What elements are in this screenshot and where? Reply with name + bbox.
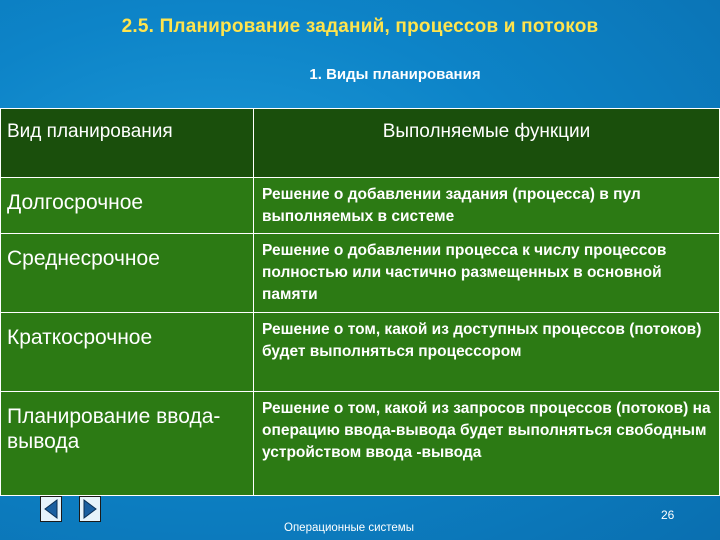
table-header-row bbox=[1, 109, 720, 178]
header-planning-type: Вид планирования bbox=[1, 109, 254, 178]
footer-course-name: Операционные системы bbox=[284, 522, 414, 534]
triangle-right-icon bbox=[80, 497, 100, 521]
nav-next-button[interactable] bbox=[79, 496, 101, 522]
table-row bbox=[1, 234, 720, 313]
row-type-cell: Долгосрочное bbox=[1, 178, 254, 234]
slide-title: 2.5. Планирование заданий, процессов и потоков bbox=[121, 16, 599, 37]
row-function-cell: Решение о том, какой из запросов процессов (потоков) на операцию ввода-вывода будет выполняться свободным устройством ввода -вывода bbox=[254, 392, 720, 496]
table-row bbox=[1, 178, 720, 234]
row-function-cell: Решение о том, какой из доступных процессов (потоков) будет выполняться процессором bbox=[254, 313, 720, 392]
nav-prev-button[interactable] bbox=[40, 496, 62, 522]
row-type-cell: Среднесрочное bbox=[1, 234, 254, 313]
row-function-cell: Решение о добавлении задания (процесса) в пул выполняемых в системе bbox=[254, 178, 720, 234]
page-number: 26 bbox=[661, 508, 675, 522]
row-type-cell: Планирование ввода-вывода bbox=[1, 392, 254, 496]
table-row bbox=[1, 392, 720, 496]
row-type-cell: Краткосрочное bbox=[1, 313, 254, 392]
triangle-left-icon bbox=[41, 497, 61, 521]
planning-table bbox=[0, 108, 720, 496]
table-row bbox=[1, 313, 720, 392]
header-functions: Выполняемые функции bbox=[254, 109, 720, 178]
row-function-cell: Решение о добавлении процесса к числу процессов полностью или частично размещенных в основной памяти bbox=[254, 234, 720, 313]
slide-subtitle: 1. Виды планирования bbox=[309, 66, 481, 83]
